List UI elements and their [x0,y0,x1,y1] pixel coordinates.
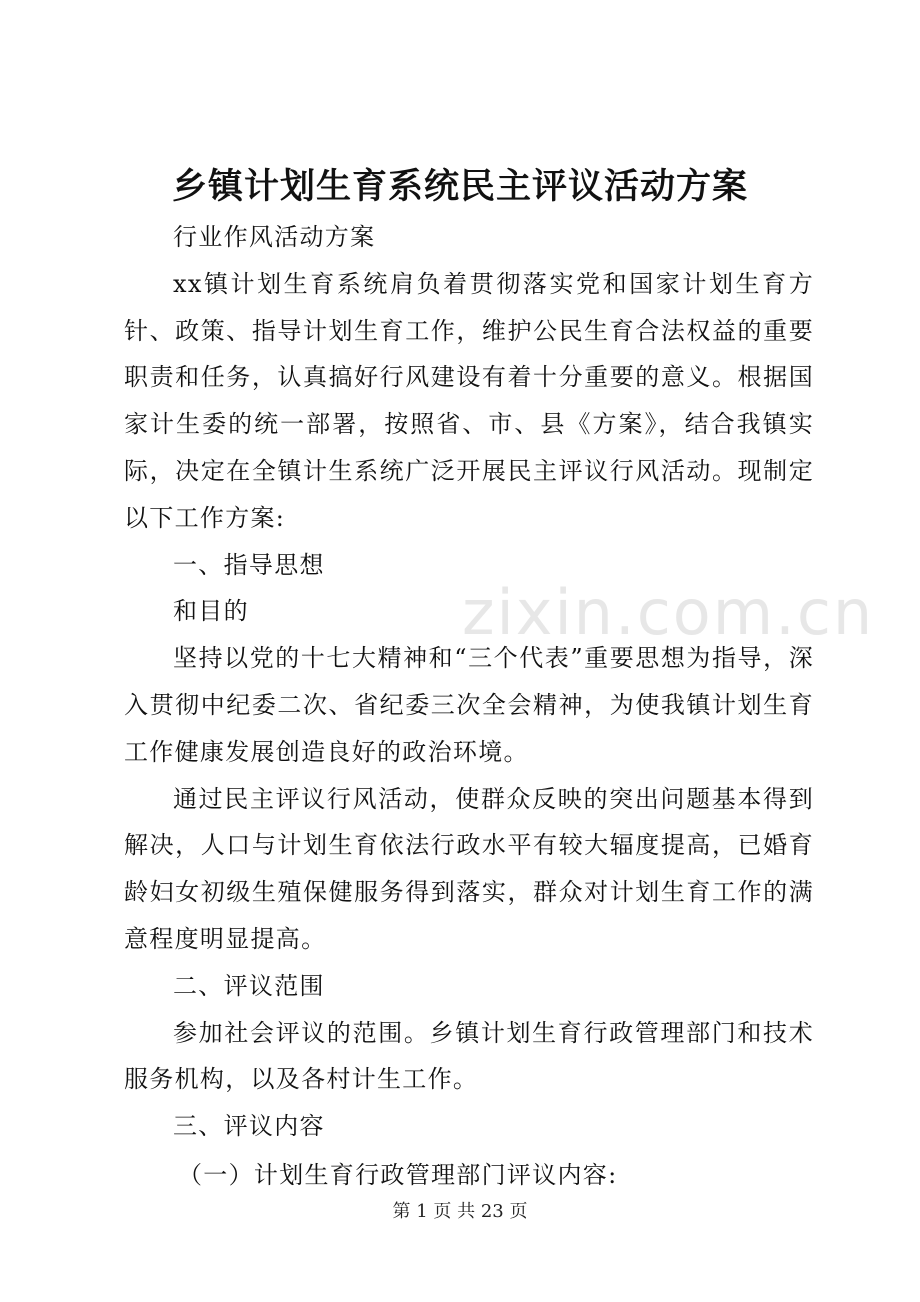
intro-paragraph: xx镇计划生育系统肩负着贯彻落实党和国家计划生育方针、政策、指导计划生育工作，维护公民生育合法权益的重要职责和任务，认真搞好行风建设有着十分重要的意义。根据国家计生委的统一部署，按照省、市、县《方案》，结合我镇实际，决定在全镇计生系统广泛开展民主评议行风活动。现制定以下工作方案: [124,269,814,532]
subtitle-paragraph: 行业作风活动方案 [173,223,376,251]
scope-paragraph: 参加社会评议的范围。乡镇计划生育行政管理部门和技术服务机构，以及各村计生工作。 [124,1018,814,1094]
goal-paragraph: 通过民主评议行风活动，使群众反映的突出问题基本得到解决，人口与计划生育依法行政水平有较大辐度提高，已婚育龄妇女初级生殖保健服务得到落实，群众对计划生育工作的满意程度明显提高。 [124,784,814,953]
section-heading-purpose: 和目的 [173,597,249,626]
document-body [124,214,814,1199]
document-title: 乡镇计划生育系统民主评议活动方案 [171,166,748,207]
guiding-paragraph: 坚持以党的十七大精神和“三个代表”重要思想为指导，深入贯彻中纪委二次、省纪委三次全会精神，为使我镇计划生育工作健康发展创造良好的政治环境。 [124,644,814,766]
section-heading-guiding-thought: 一、指导思想 [173,550,325,579]
section-heading-scope: 二、评议范围 [173,971,325,1000]
page-footer: 第 1 页 共 23 页 [392,1201,528,1222]
section-heading-content: 三、评议内容 [173,1112,325,1141]
content-item-heading: （一）计划生育行政管理部门评议内容: [178,1160,618,1189]
watermark: zixin.com.cn [462,576,875,649]
